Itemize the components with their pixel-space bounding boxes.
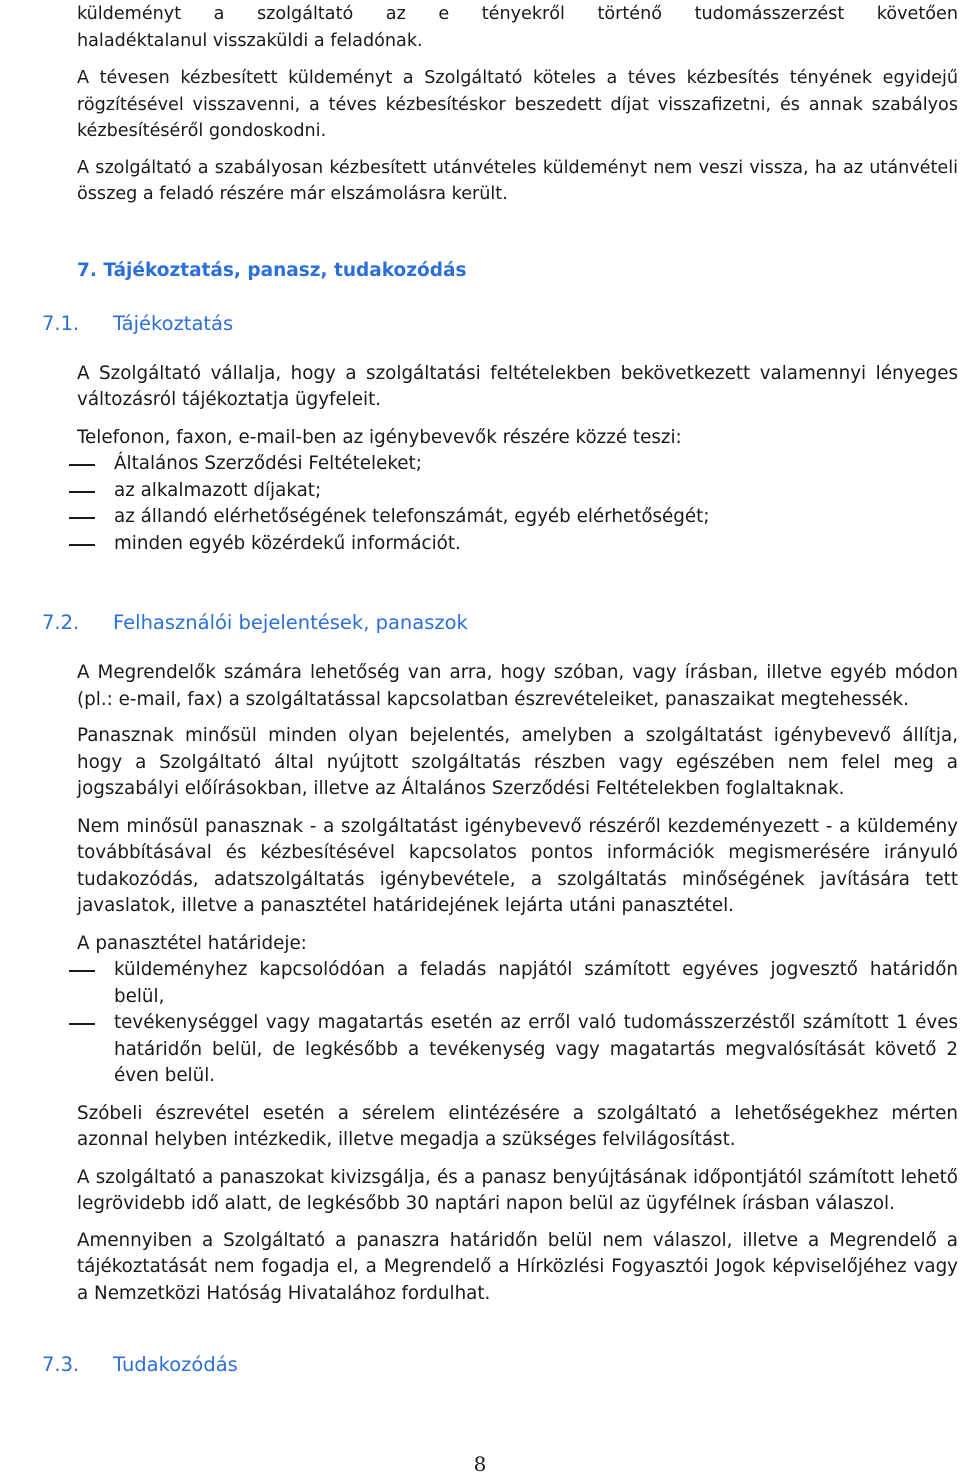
section-7-3-title: Tudakozódás [113,1353,238,1376]
list-item-text: az állandó elérhetőségének telefonszámát, egyéb elérhetőségét; [114,506,710,527]
section-7-1-number: 7.1. [42,311,80,335]
paragraph-7-2-3: Nem minősül panasznak - a szolgáltatást igénybevevő részéről kezdeményezett - a küldemény továbbításával és kézbesítésével kapcsolatos pontos információk megismerésére irányuló tudakozódás, adatszolgáltatás igénybevétele, a szolgáltatás minőségének javítására tett javaslatok, illetve a panasztétel határidejének lejárta utáni panasztétel. [77,815,958,916]
paragraph-intro-3: A szolgáltató a szabályosan kézbesített utánvételes küldeményt nem veszi vissza, ha az utánvételi összeg a feladó részére már elszámolásra került. [77,157,958,204]
list-item [77,957,958,1010]
section-7-heading: 7. Tájékoztatás, panasz, tudakozódás [77,259,467,281]
section-7-2-number: 7.2. [42,611,80,634]
list-item-text: az alkalmazott díjakat; [114,479,322,501]
list-item-text: tevékenységgel vagy magatartás esetén az erről való tudomásszerzéstől számított 1 éves határidőn belül, de legkésőbb a tevékenység vagy magatartás megvalósítását követő 2 éven belül. [114,1012,958,1086]
list-item [77,451,958,478]
paragraph-7-2-4: Szóbeli észrevétel esetén a sérelem elintézésére a szolgáltató a lehetőségekhez mérten azonnal helyben intézkedik, illetve megadja a szükséges felvilágosítást. [77,1102,958,1150]
section-7-3-heading [42,1352,958,1378]
section-7-3-number: 7.3. [42,1353,80,1376]
list-item-text: Általános Szerződési Feltételeket; [114,453,422,474]
list-item-text: küldeményhez kapcsolódóan a feladás napjától számított egyéves jogvesztő határidőn belül, [114,959,958,1007]
paragraph-7-2-2: Panasznak minősül minden olyan bejelentés, amelyben a szolgáltatást igénybevevő állítja, hogy a Szolgáltató által nyújtott szolgáltatás részben vagy egészében nem felel meg a jogszabályi előírásokban, illetve az Általános Szerződési Feltételekben foglaltaknak. [77,725,958,799]
document-page [42,0,958,1378]
page-number: 8 [473,1452,487,1476]
paragraph-7-2-5: A szolgáltató a panaszokat kivizsgálja, és a panasz benyújtásának időpontjától számított lehető legrövidebb idő alatt, de legkésőbb 30 naptári napon belül az ügyfélnek írásban válaszol. [77,1166,958,1214]
paragraph-7-1-list-intro: Telefonon, faxon, e-mail-ben az igénybevevők részére közzé teszi: [77,426,682,448]
section-7-1-title: Tájékoztatás [113,311,234,335]
paragraph-intro-1-line2: haladéktalanul visszaküldi a feladónak. [77,30,423,51]
list-item [77,531,958,558]
publication-list [77,451,958,557]
section-7-1-heading [42,311,958,337]
paragraph-deadline-intro: A panasztétel határideje: [77,932,307,954]
list-item-text: minden egyéb közérdekű információt. [114,532,461,554]
paragraph-7-2-1: A Megrendelők számára lehetőség van arra, hogy szóban, vagy írásban, illetve egyéb módon (pl.: e-mail, fax) a szolgáltatással kapcsolatban észrevételeiket, panaszaikat megtehessék. [77,662,958,710]
section-7-2-title: Felhasználói bejelentések, panaszok [113,611,468,634]
list-item [77,504,958,531]
list-item [77,478,958,505]
paragraph-7-1-1: A Szolgáltató vállalja, hogy a szolgáltatási feltételekben bekövetkezett valamennyi lényeges változásról tájékoztatja ügyfeleit. [77,362,958,410]
paragraph-intro-1 [77,1,958,54]
paragraph-intro-2: A tévesen kézbesített küldeményt a Szolgáltató köteles a téves kézbesítés tényének egyidejű rögzítésével visszavenni, a téves kézbesítéskor beszedett díjat visszafizetni, és annak szabályos kézbesítéséről gondoskodni. [77,68,958,141]
deadline-list [77,957,958,1090]
section-7-2-heading [42,610,958,636]
list-item [77,1010,958,1090]
paragraph-intro-1-line1: küldeményt a szolgáltató az e tényekről történő tudomásszerzést követően [77,4,958,24]
paragraph-7-2-6: Amennyiben a Szolgáltató a panaszra határidőn belül nem válaszol, illetve a Megrendelő a tájékoztatását nem fogadja el, a Megrendelő a Hírközlési Fogyasztói Jogok képviselőjéhez vagy a Nemzetközi Hatóság Hivatalához fordulhat. [77,1229,958,1304]
